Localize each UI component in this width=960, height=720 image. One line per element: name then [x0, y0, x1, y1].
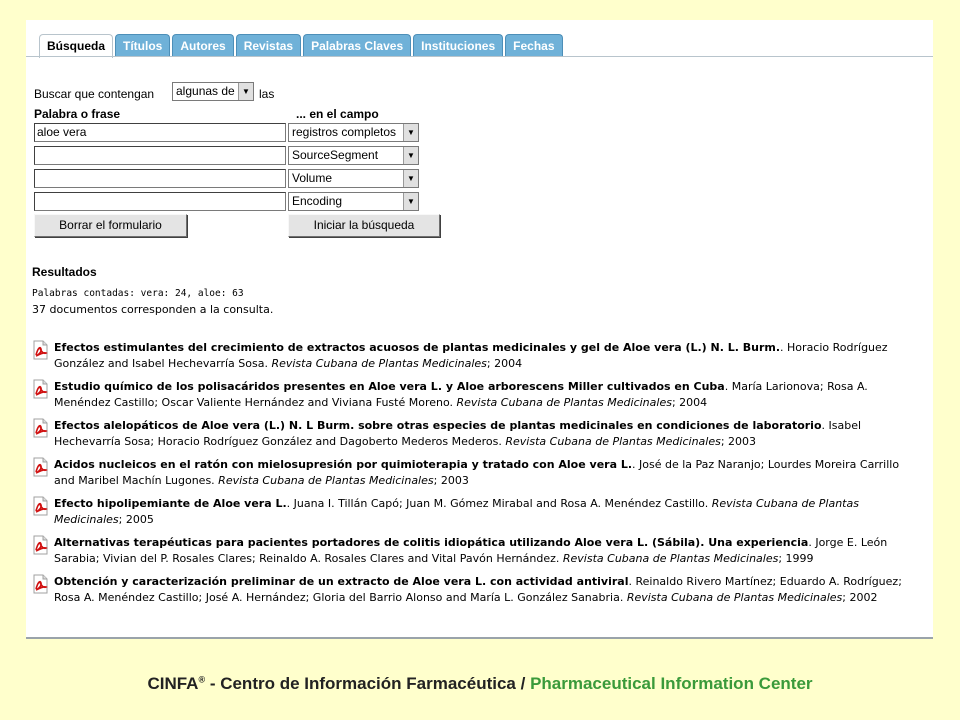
dropdown-arrow-icon: ▼ [403, 147, 418, 164]
clear-form-button[interactable]: Borrar el formulario [34, 214, 187, 237]
result-year: ; 2003 [433, 474, 469, 487]
result-authors: . Reinaldo Rivero Martínez; Eduardo A. Rodríguez; Rosa A. Menéndez Castillo; José A. Hernández; Gloria del Barrio Alonso and María L. González Sanabria. [54, 575, 902, 604]
tab-bar [39, 34, 563, 56]
footer-english-name: Pharmaceutical Information Center [530, 674, 813, 693]
result-year: ; 2003 [720, 435, 757, 448]
result-title-link[interactable]: Alternativas terapéuticas para pacientes portadores de colitis idiopática utilizando Aloe vera L. (Sábila). Una experiencia [54, 536, 809, 549]
search-panel [26, 20, 933, 639]
result-authors: . Horacio Rodríguez González and Isabel Hechevarría Sosa. [54, 341, 888, 370]
tab-instituciones[interactable]: Instituciones [413, 34, 503, 56]
result-list [32, 340, 922, 613]
pdf-icon[interactable] [32, 457, 50, 477]
result-year: ; 2004 [671, 396, 708, 409]
registered-mark: ® [198, 674, 206, 685]
result-journal: Revista Cubana de Plantas Medicinales [271, 357, 487, 370]
result-title-link[interactable]: Efectos alelopáticos de Aloe vera (L.) N. L Burm. sobre otras especies de plantas medicinales en condiciones de laboratorio [54, 419, 822, 432]
result-journal: Revista Cubana de Plantas Medicinales [218, 474, 434, 487]
footer-spanish-name: - Centro de Información Farmacéutica / [205, 674, 531, 693]
tab-revistas[interactable]: Revistas [236, 34, 301, 56]
tab-palabras-claves[interactable]: Palabras Claves [303, 34, 411, 56]
results-heading: Resultados [32, 265, 97, 279]
result-title-link[interactable]: Acidos nucleicos en el ratón con mielosupresión por quimioterapia y tratado con Aloe vera L. [54, 458, 633, 471]
pdf-icon[interactable] [32, 574, 50, 594]
result-journal: Revista Cubana de Plantas Medicinales [626, 591, 843, 604]
result-year: ; 1999 [778, 552, 814, 565]
field-select-3[interactable] [288, 169, 419, 188]
result-journal: Revista Cubana de Plantas Medicinales [456, 396, 672, 409]
result-item [32, 340, 922, 372]
pdf-icon[interactable] [32, 340, 50, 360]
result-item [32, 535, 922, 567]
phrase-input-3[interactable] [34, 169, 286, 188]
word-count: Palabras contadas: vera: 24, aloe: 63 [32, 288, 244, 299]
field-column-header: ... en el campo [296, 107, 379, 121]
result-item [32, 574, 922, 606]
result-year: ; 2004 [486, 357, 523, 370]
pdf-icon[interactable] [32, 496, 50, 516]
pdf-icon[interactable] [32, 535, 50, 555]
result-title-link[interactable]: Estudio químico de los polisacáridos presentes en Aloe vera L. y Aloe arborescens Miller cultivados en Cuba [54, 380, 725, 393]
result-item [32, 496, 922, 528]
result-item [32, 418, 922, 450]
footer [0, 674, 960, 694]
result-authors: . Jorge E. León Sarabia; Vivian del P. Rosales Clares; Reinaldo A. Rosales Clares and Vital Pavón Hernández. [54, 536, 888, 565]
field-select-2-value: SourceSegment [292, 148, 379, 162]
tab-busqueda[interactable]: Búsqueda [39, 34, 113, 58]
field-select-4[interactable] [288, 192, 419, 211]
result-authors: . Isabel Hechevarría Sosa; Horacio Rodríguez González and Dagoberto Mederos Mederos. [54, 419, 862, 448]
result-journal: Revista Cubana de Plantas Medicinales [505, 435, 721, 448]
phrase-input-2[interactable] [34, 146, 286, 165]
phrase-input-4[interactable] [34, 192, 286, 211]
result-authors: . Juana I. Tillán Capó; Juan M. Gómez Mirabal and Rosa A. Menéndez Castillo. [286, 497, 712, 510]
tab-fechas[interactable]: Fechas [505, 34, 562, 56]
tab-divider [26, 56, 933, 57]
field-select-1-value: registros completos [292, 125, 397, 139]
phrase-input-1[interactable]: aloe vera [34, 123, 286, 142]
result-year: ; 2002 [842, 591, 878, 604]
result-item [32, 379, 922, 411]
start-search-button[interactable]: Iniciar la búsqueda [288, 214, 440, 237]
tab-autores[interactable]: Autores [172, 34, 233, 56]
result-item [32, 457, 922, 489]
document-count: 37 documentos corresponden a la consulta. [32, 303, 274, 316]
pdf-icon[interactable] [32, 379, 50, 399]
field-select-1[interactable] [288, 123, 419, 142]
match-select[interactable] [172, 82, 254, 101]
dropdown-arrow-icon: ▼ [403, 124, 418, 141]
match-suffix: las [259, 87, 275, 101]
dropdown-arrow-icon: ▼ [238, 83, 253, 100]
dropdown-arrow-icon: ▼ [403, 193, 418, 210]
result-year: ; 2005 [118, 513, 154, 526]
match-select-value: algunas de [176, 84, 235, 98]
dropdown-arrow-icon: ▼ [403, 170, 418, 187]
phrase-column-header: Palabra o frase [34, 107, 121, 121]
field-select-4-value: Encoding [292, 194, 343, 208]
pdf-icon[interactable] [32, 418, 50, 438]
result-journal: Revista Cubana de Plantas Medicinales [562, 552, 779, 565]
footer-brand: CINFA [147, 674, 199, 693]
result-authors: . José de la Paz Naranjo; Lourdes Moreira Carrillo and Maribel Machín Lugones. [54, 458, 900, 487]
tab-titulos[interactable]: Títulos [115, 34, 170, 56]
result-title-link[interactable]: Efecto hipolipemiante de Aloe vera L. [54, 497, 287, 510]
match-prefix: Buscar que contengan [34, 87, 155, 101]
result-journal: Revista Cubana de Plantas Medicinales [54, 497, 859, 526]
field-select-2[interactable] [288, 146, 419, 165]
result-authors: . María Larionova; Rosa A. Menéndez Castillo; Oscar Valiente Hernández and Viviana Fusté Moreno. [54, 380, 868, 409]
result-title-link[interactable]: Obtención y caracterización preliminar de un extracto de Aloe vera L. con actividad antiviral [54, 575, 629, 588]
field-select-3-value: Volume [292, 171, 333, 185]
result-title-link[interactable]: Efectos estimulantes del crecimiento de extractos acuosos de plantas medicinales y gel de Aloe vera (L.) N. L. Burm. [54, 341, 781, 354]
results-section [32, 265, 922, 604]
